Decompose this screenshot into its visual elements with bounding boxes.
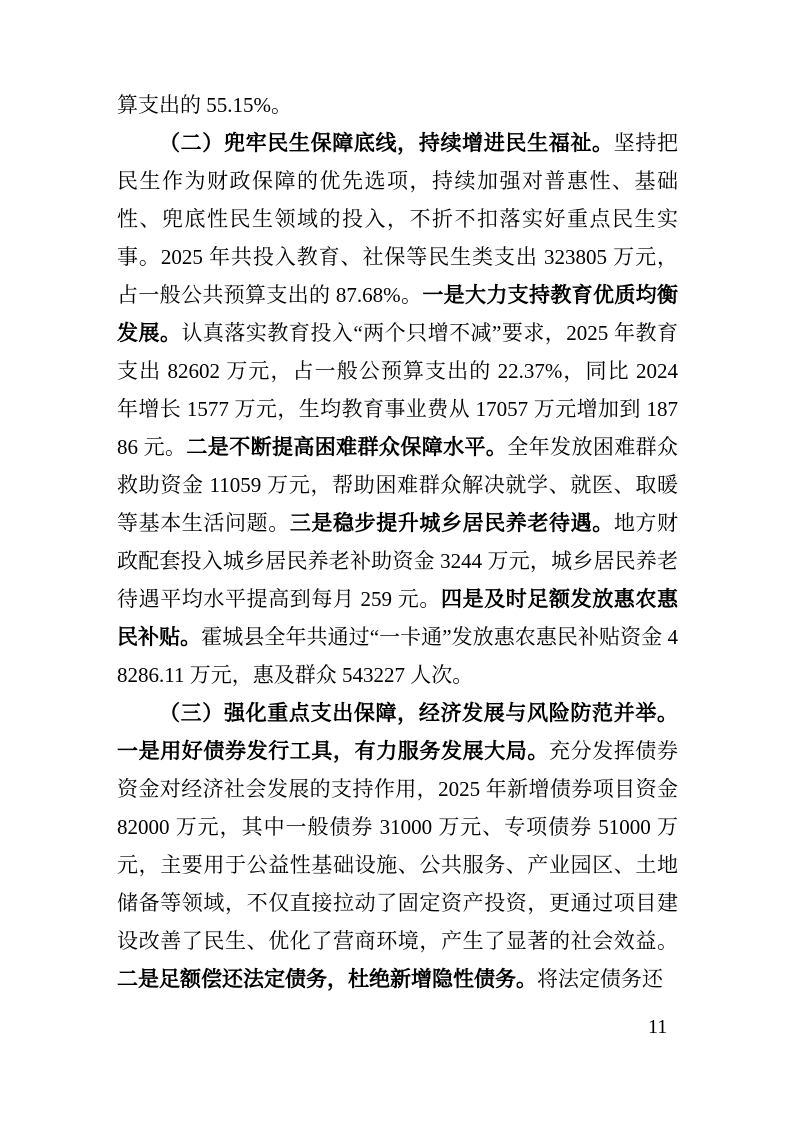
bold-heading-run: 三是稳步提升城乡居民养老待遇。 [289,511,614,535]
paragraph [117,124,678,694]
text-run: 算支出的 55.15%。 [117,93,292,117]
text-run: 认真落实教育投入“两个只增不减”要求，2025 年教育支出 82602 万元，占一般公预算支出的 22.37%，同比 2024 年增长 1577 万元，生均教育事业费从 17057 万元增加到 18786 元。 [117,321,678,459]
document-body [117,86,678,998]
bold-heading-run: 二是不断提高困难群众保障水平。 [186,435,508,459]
bold-heading-run: （三）强化重点支出保障，经济发展与风险防范并举。 [159,701,678,725]
text-run: 全年发放困难群众救助资金 11059 万元，帮助困难群众解决就学、就医、取暖等基本生活问题。 [117,435,679,535]
bold-heading-run: 一是用好债券发行工具，有力服务发展大局。 [117,739,549,763]
text-run: 充分发挥债券资金对经济社会发展的支持作用，2025 年新增债券项目资金 82000 万元，其中一般债券 31000 万元、专项债券 51000 万元，主要用于公益性基础设施、公共服务、产业园区、土地储备等领域，不仅直接拉动了固定资产投资，更通过项目建设改善了民生、优化了营商环境，产生了显著的社会效益。 [117,739,678,953]
text-run: 将法定债务还 [537,967,663,991]
page-number: 11 [648,1016,668,1038]
text-run: 地方财政配套投入城乡居民养老补助资金 3244 万元，城乡居民养老待遇平均水平提高到每月 259 元。 [117,511,679,611]
text-run: 坚持把民生作为财政保障的优先选项，持续加强对普惠性、基础性、兜底性民生领域的投入，不折不扣落实好重点民生实事。2025 年共投入教育、社保等民生类支出 323805 万元，占一般公共预算支出的 87.68%。 [117,131,679,307]
bold-heading-run: 一是大力支持教育优质均衡发展。 [117,283,678,345]
paragraph [117,86,678,124]
paragraph [117,694,678,998]
bold-heading-run: 二是足额偿还法定债务，杜绝新增隐性债务。 [117,967,537,991]
bold-heading-run: （二）兜牢民生保障底线，持续增进民生福祉。 [159,131,614,155]
bold-heading-run: 四是及时足额发放惠农惠民补贴。 [117,587,678,649]
text-run: 霍城县全年共通过“一卡通”发放惠农惠民补贴资金 48286.11 万元，惠及群众 543227 人次。 [117,625,679,687]
